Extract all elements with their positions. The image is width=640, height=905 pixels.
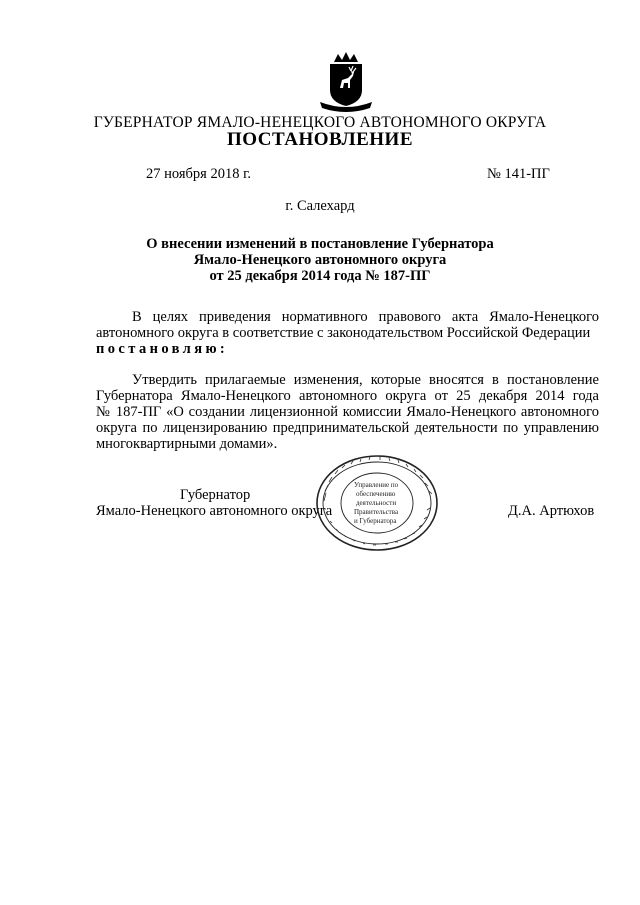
seal-stamp-icon (314, 453, 440, 553)
document-number: № 141-ПГ (487, 166, 550, 182)
decree-word: постановляю: (96, 341, 229, 357)
svg-text:Управление по: Управление по (354, 481, 399, 489)
document-title (0, 236, 640, 284)
document-type-heading: ПОСТАНОВЛЕНИЕ (226, 129, 414, 150)
paragraph-line: Губернатора Ямало-Ненецкого автономного округа от 25 декабря 2014 года (96, 388, 599, 404)
title-line: Ямало-Ненецкого автономного округа (193, 252, 447, 268)
signatory-position-region: Ямало-Ненецкого автономного округа (96, 503, 333, 519)
title-line: от 25 декабря 2014 года № 187-ПГ (209, 268, 431, 284)
paragraph-line: автономного округа в соответствие с законодательством Российской Федерации (96, 325, 591, 341)
coat-of-arms-icon (318, 52, 374, 112)
svg-text:обеспечению: обеспечению (356, 490, 396, 498)
paragraph-line: округа по лицензированию предпринимательской деятельности по управлению (96, 420, 599, 436)
svg-text:и Губернатора: и Губернатора (354, 517, 397, 525)
paragraph-line: Утвердить прилагаемые изменения, которые вносятся в постановление (132, 372, 599, 388)
issuer-heading: ГУБЕРНАТОР ЯМАЛО-НЕНЕЦКОГО АВТОНОМНОГО ОКРУГА (93, 114, 547, 131)
paragraph-line: многоквартирными домами». (96, 436, 278, 452)
svg-text:Правительства: Правительства (354, 508, 399, 516)
paragraph-line: № 187-ПГ «О создании лицензионной комиссии Ямало-Ненецкого автономного (96, 404, 599, 420)
signatory-name: Д.А. Артюхов (508, 503, 595, 519)
signatory-position: Губернатор (180, 487, 251, 503)
document-city: г. Салехард (285, 198, 355, 214)
preamble-paragraph (96, 309, 599, 357)
operative-paragraph (96, 372, 599, 452)
document-date: 27 ноября 2018 г. (146, 166, 252, 182)
title-line: О внесении изменений в постановление Губернатора (146, 236, 494, 252)
svg-text:деятельности: деятельности (356, 499, 397, 507)
stamp-text (354, 481, 399, 525)
paragraph-line: В целях приведения нормативного правового акта Ямало-Ненецкого (132, 309, 599, 325)
